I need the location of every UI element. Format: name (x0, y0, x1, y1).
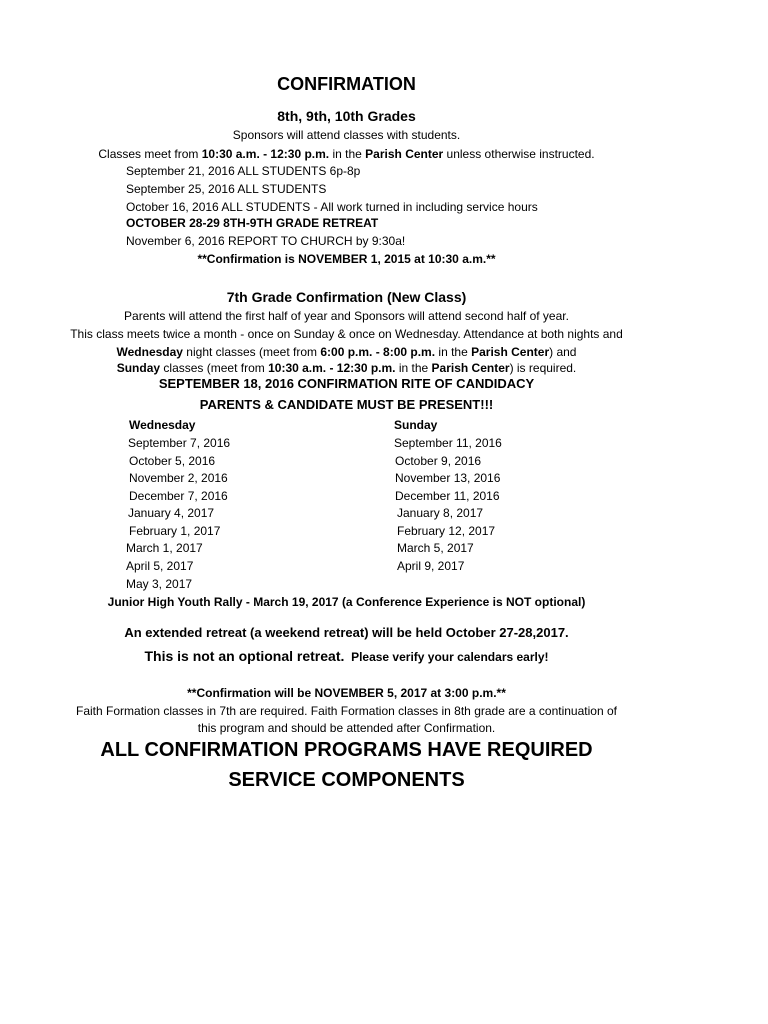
schedule-item: October 16, 2016 ALL STUDENTS - All work turned in including service hours (126, 200, 538, 214)
wednesday-date: October 5, 2016 (129, 454, 216, 468)
sunday-classes-line (0, 360, 693, 376)
sunday-date: February 12, 2017 (397, 524, 496, 538)
youth-rally-line: Junior High Youth Rally - March 19, 2017 (a Conference Experience is NOT optional) (107, 595, 586, 609)
wednesday-date: April 5, 2017 (126, 559, 194, 573)
sunday-date: March 5, 2017 (397, 541, 474, 555)
sunday-date: April 9, 2017 (397, 559, 465, 573)
wednesday-date: November 2, 2016 (129, 471, 228, 485)
wed-text-1: night classes (meet from (182, 345, 321, 359)
not-optional-text: This is not an optional retreat. (144, 648, 345, 664)
sunday-column-header: Sunday (394, 418, 438, 432)
grades-subtitle: 8th, 9th, 10th Grades (277, 108, 416, 124)
wednesday-date: February 1, 2017 (129, 524, 221, 538)
page-title: CONFIRMATION (277, 74, 416, 94)
classes-text-3: unless otherwise instructed. (443, 147, 595, 161)
sunday-date: January 8, 2017 (397, 506, 484, 520)
confirmation-note: **Confirmation is NOVEMBER 1, 2015 at 10:30 a.m.** (197, 252, 496, 266)
wednesday-classes-line (0, 344, 693, 360)
classes-text-2: in the (329, 147, 366, 161)
wednesday-date: January 4, 2017 (128, 506, 215, 520)
classes-meet-line (0, 146, 693, 162)
schedule-item: September 25, 2016 ALL STUDENTS (126, 182, 327, 196)
section-7th-grade-title: 7th Grade Confirmation (New Class) (226, 289, 467, 305)
schedule-item-retreat: OCTOBER 28-29 8TH-9TH GRADE RETREAT (126, 216, 379, 230)
wed-text-2: in the (435, 345, 472, 359)
sunday-word: Sunday (116, 361, 161, 375)
meets-line: This class meets twice a month - once on Sunday & once on Wednesday. Attendance at both nights and (70, 327, 623, 341)
faith-formation-line-2: this program and should be attended after Confirmation. (197, 721, 496, 735)
wed-text-3: ) and (549, 345, 577, 359)
wednesday-date: December 7, 2016 (129, 489, 228, 503)
parents-must-attend: PARENTS & CANDIDATE MUST BE PRESENT!!! (199, 397, 494, 412)
schedule-item: November 6, 2016 REPORT TO CHURCH by 9:30a! (126, 234, 406, 248)
verify-calendars-text: Please verify your calendars early! (351, 650, 549, 664)
sun-time: 10:30 a.m. - 12:30 p.m. (268, 361, 396, 375)
sunday-date: October 9, 2016 (395, 454, 482, 468)
wednesday-date: May 3, 2017 (126, 577, 193, 591)
sun-text-1: classes (meet from (160, 361, 269, 375)
extended-retreat-line: An extended retreat (a weekend retreat) will be held October 27-28,2017. (124, 625, 569, 640)
sunday-date: November 13, 2016 (395, 471, 501, 485)
confirmation-date: **Confirmation will be NOVEMBER 5, 2017 at 3:00 p.m.** (187, 686, 506, 700)
wednesday-date: March 1, 2017 (126, 541, 203, 555)
rite-of-candidacy: SEPTEMBER 18, 2016 CONFIRMATION RITE OF CANDIDACY (158, 376, 535, 391)
wednesday-date: September 7, 2016 (128, 436, 231, 450)
parents-line: Parents will attend the first half of year and Sponsors will attend second half of year. (124, 309, 569, 323)
wed-place: Parish Center (471, 345, 550, 359)
schedule-item: September 21, 2016 ALL STUDENTS 6p-8p (126, 164, 361, 178)
faith-formation-line-1: Faith Formation classes in 7th are required. Faith Formation classes in 8th grade are a continuation of (76, 704, 617, 718)
sun-text-2: in the (395, 361, 432, 375)
wednesday-column-header: Wednesday (129, 418, 196, 432)
sunday-date: December 11, 2016 (395, 489, 500, 503)
classes-place: Parish Center (365, 147, 444, 161)
service-requirement-line-1: ALL CONFIRMATION PROGRAMS HAVE REQUIRED (100, 739, 593, 761)
sun-text-3: ) is required. (509, 361, 577, 375)
sponsors-line: Sponsors will attend classes with students. (232, 128, 461, 142)
optional-retreat-line (0, 646, 693, 667)
wednesday-word: Wednesday (116, 345, 183, 359)
classes-time: 10:30 a.m. - 12:30 p.m. (201, 147, 330, 161)
wed-time: 6:00 p.m. - 8:00 p.m. (320, 345, 436, 359)
classes-text-1: Classes meet from (98, 147, 202, 161)
service-requirement-line-2: SERVICE COMPONENTS (228, 769, 465, 791)
sunday-date: September 11, 2016 (394, 436, 502, 450)
sun-place: Parish Center (431, 361, 510, 375)
